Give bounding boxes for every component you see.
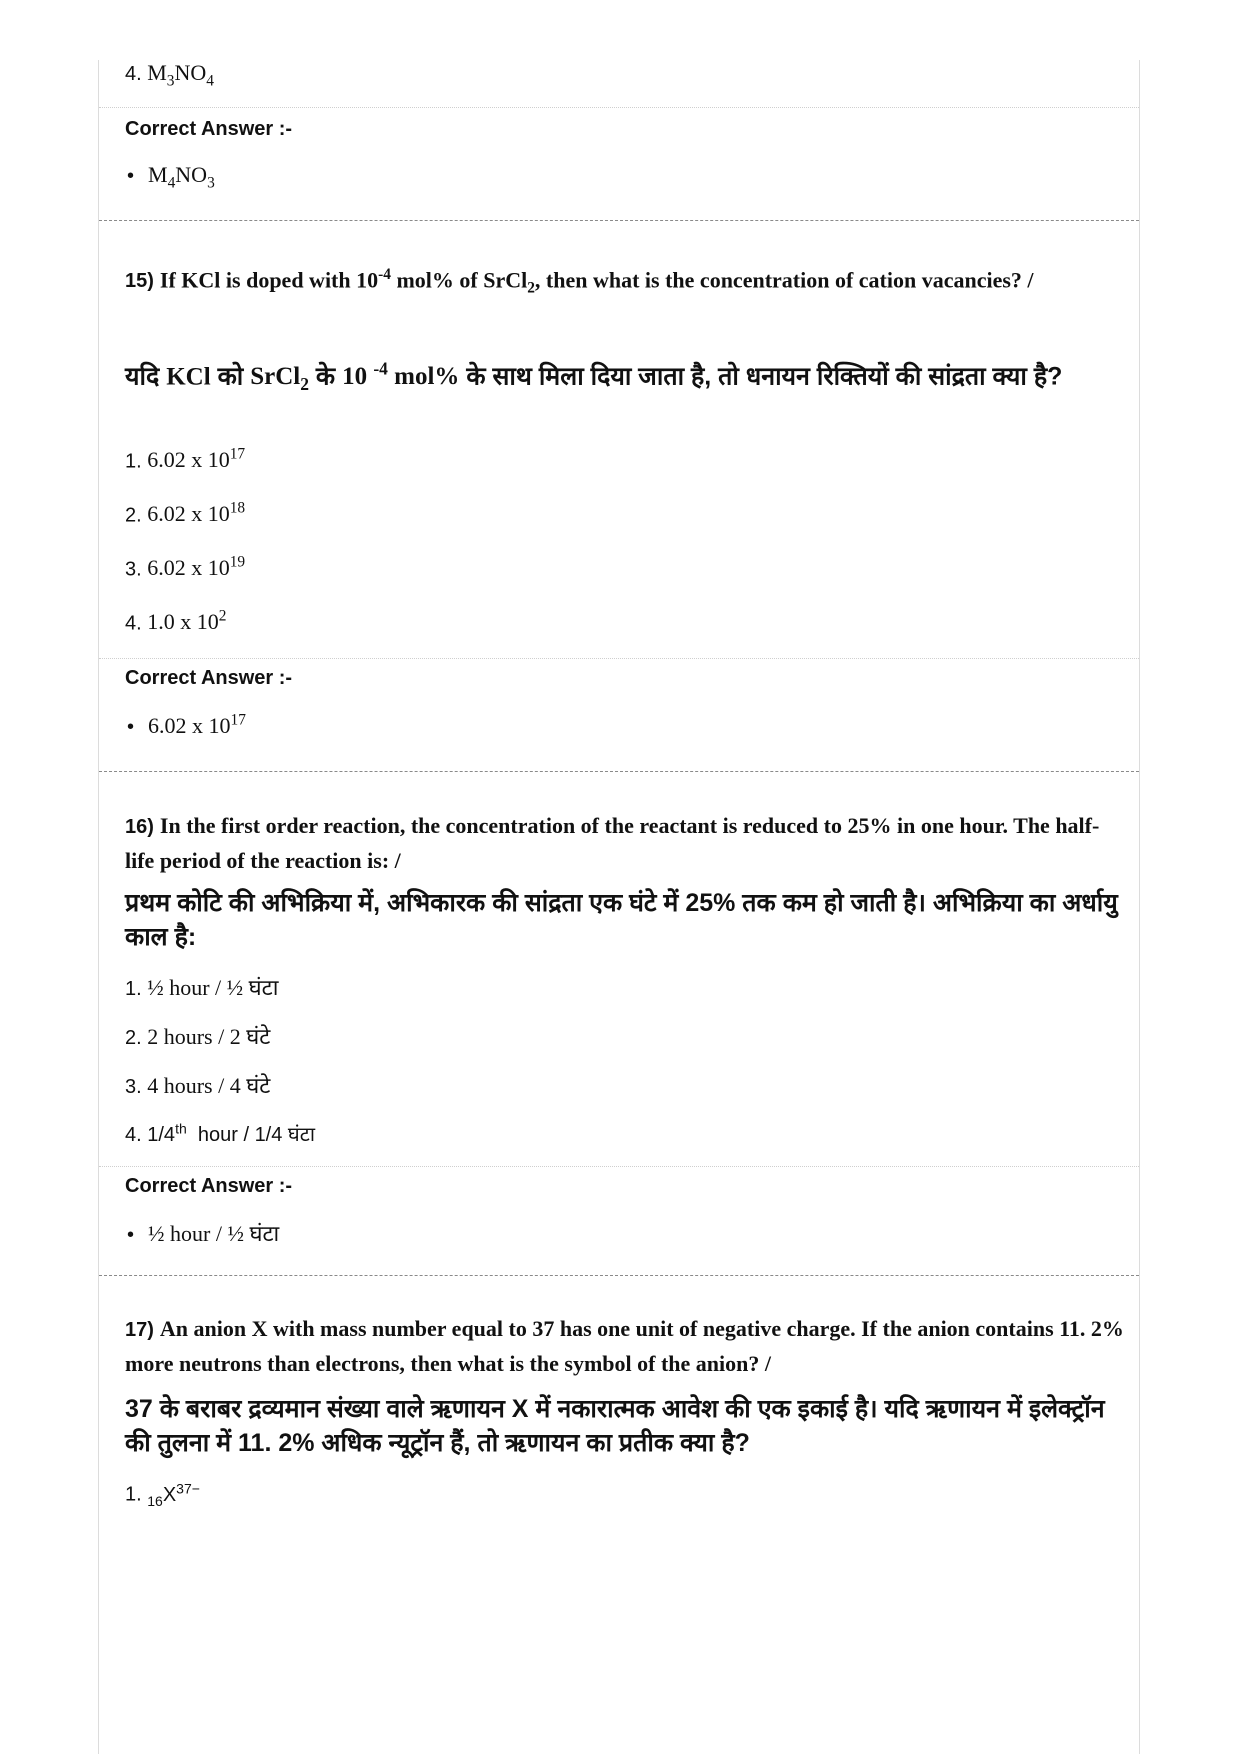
bullet-icon: • [127,716,135,739]
q14-correct-answer [127,162,215,192]
divider [99,107,1139,108]
q14-option-4: 4. $M_3NO_4$ [125,60,214,90]
q16-option-4: 4. 1/4th hour / 1/4 घंटा [125,1120,316,1146]
correct-answer-label: Correct Answer :- [125,1175,293,1197]
q15-option-2: 2. 6.02 x $10^{18}$ [125,500,246,527]
bullet-icon: • [127,165,135,187]
q15-correct-answer [127,712,246,739]
question-separator [99,771,1139,772]
q16-option-2: 2. 2 hours / 2 घंटे [125,1024,271,1049]
bullet-icon: • [127,1224,135,1246]
q15-answer-text: 6.02 x $10^{17}$ [148,712,246,739]
divider [99,658,1139,659]
q15-question-hi: यदि KCl को SrCl$_2$ के 10 $^{-4}$ mol% के साथ मिला दिया जाता है, तो धनायन रिक्तियों की सांद्रता क्या है? [125,359,1063,395]
exam-page [98,60,1140,1754]
q16-question-en: 16) In the first order reaction, the concentration of the reactant is reduced to 25% in one hour. The half-life period of the reaction is: / [125,813,1100,873]
q17-question-en: 17) An anion X with mass number equal to 37 has one unit of negative charge. If the anion contains 11. 2% more neutrons than electrons, then what is the symbol of the anion? / [125,1316,1124,1376]
correct-answer-label: Correct Answer :- [125,667,293,689]
correct-answer-label: Correct Answer :- [125,118,293,140]
q16-option-1: 1. ½ hour / ½ घंटा [125,975,279,1000]
question-separator [99,220,1139,221]
q16-question-hi: प्रथम कोटि की अभिक्रिया में, अभिकारक की सांद्रता एक घंटे में 25% तक कम हो जाती है। अभिक्रिया का अर्धायु काल है: [125,889,1118,951]
q15-option-4: 4. 1.0 x $10^2$ [125,608,227,635]
divider [99,1166,1139,1167]
q15-question-en: 15) If KCl is doped with $10^{-4}$ mol% of SrCl$_2$, then what is the concentration of cation vacancies? / [125,266,1034,297]
question-separator [99,1275,1139,1276]
q14-answer-text: $M_4NO_3$ [148,162,215,192]
q14-option-4-text: $M_3NO_4$ [147,60,214,90]
q17-option-1: 1. $_{16}X^{37-}$ [125,1480,200,1509]
q16-option-3: 3. 4 hours / 4 घंटे [125,1073,271,1098]
q15-option-1: 1. 6.02 x $10^{17}$ [125,446,246,473]
q15-option-3: 3. 6.02 x $10^{19}$ [125,554,246,581]
q16-answer-text: ½ hour / ½ घंटा [148,1221,280,1246]
q17-question-hi: 37 के बराबर द्रव्यमान संख्या वाले ऋणायन X में नकारात्मक आवेश की एक इकाई है। यदि ऋणायन में इलेक्ट्रॉन की तुलना में 11. 2% अधिक न्यूट्रॉन हैं, तो ऋणायन का प्रतीक क्या है? [125,1395,1105,1457]
q16-correct-answer [127,1218,279,1248]
